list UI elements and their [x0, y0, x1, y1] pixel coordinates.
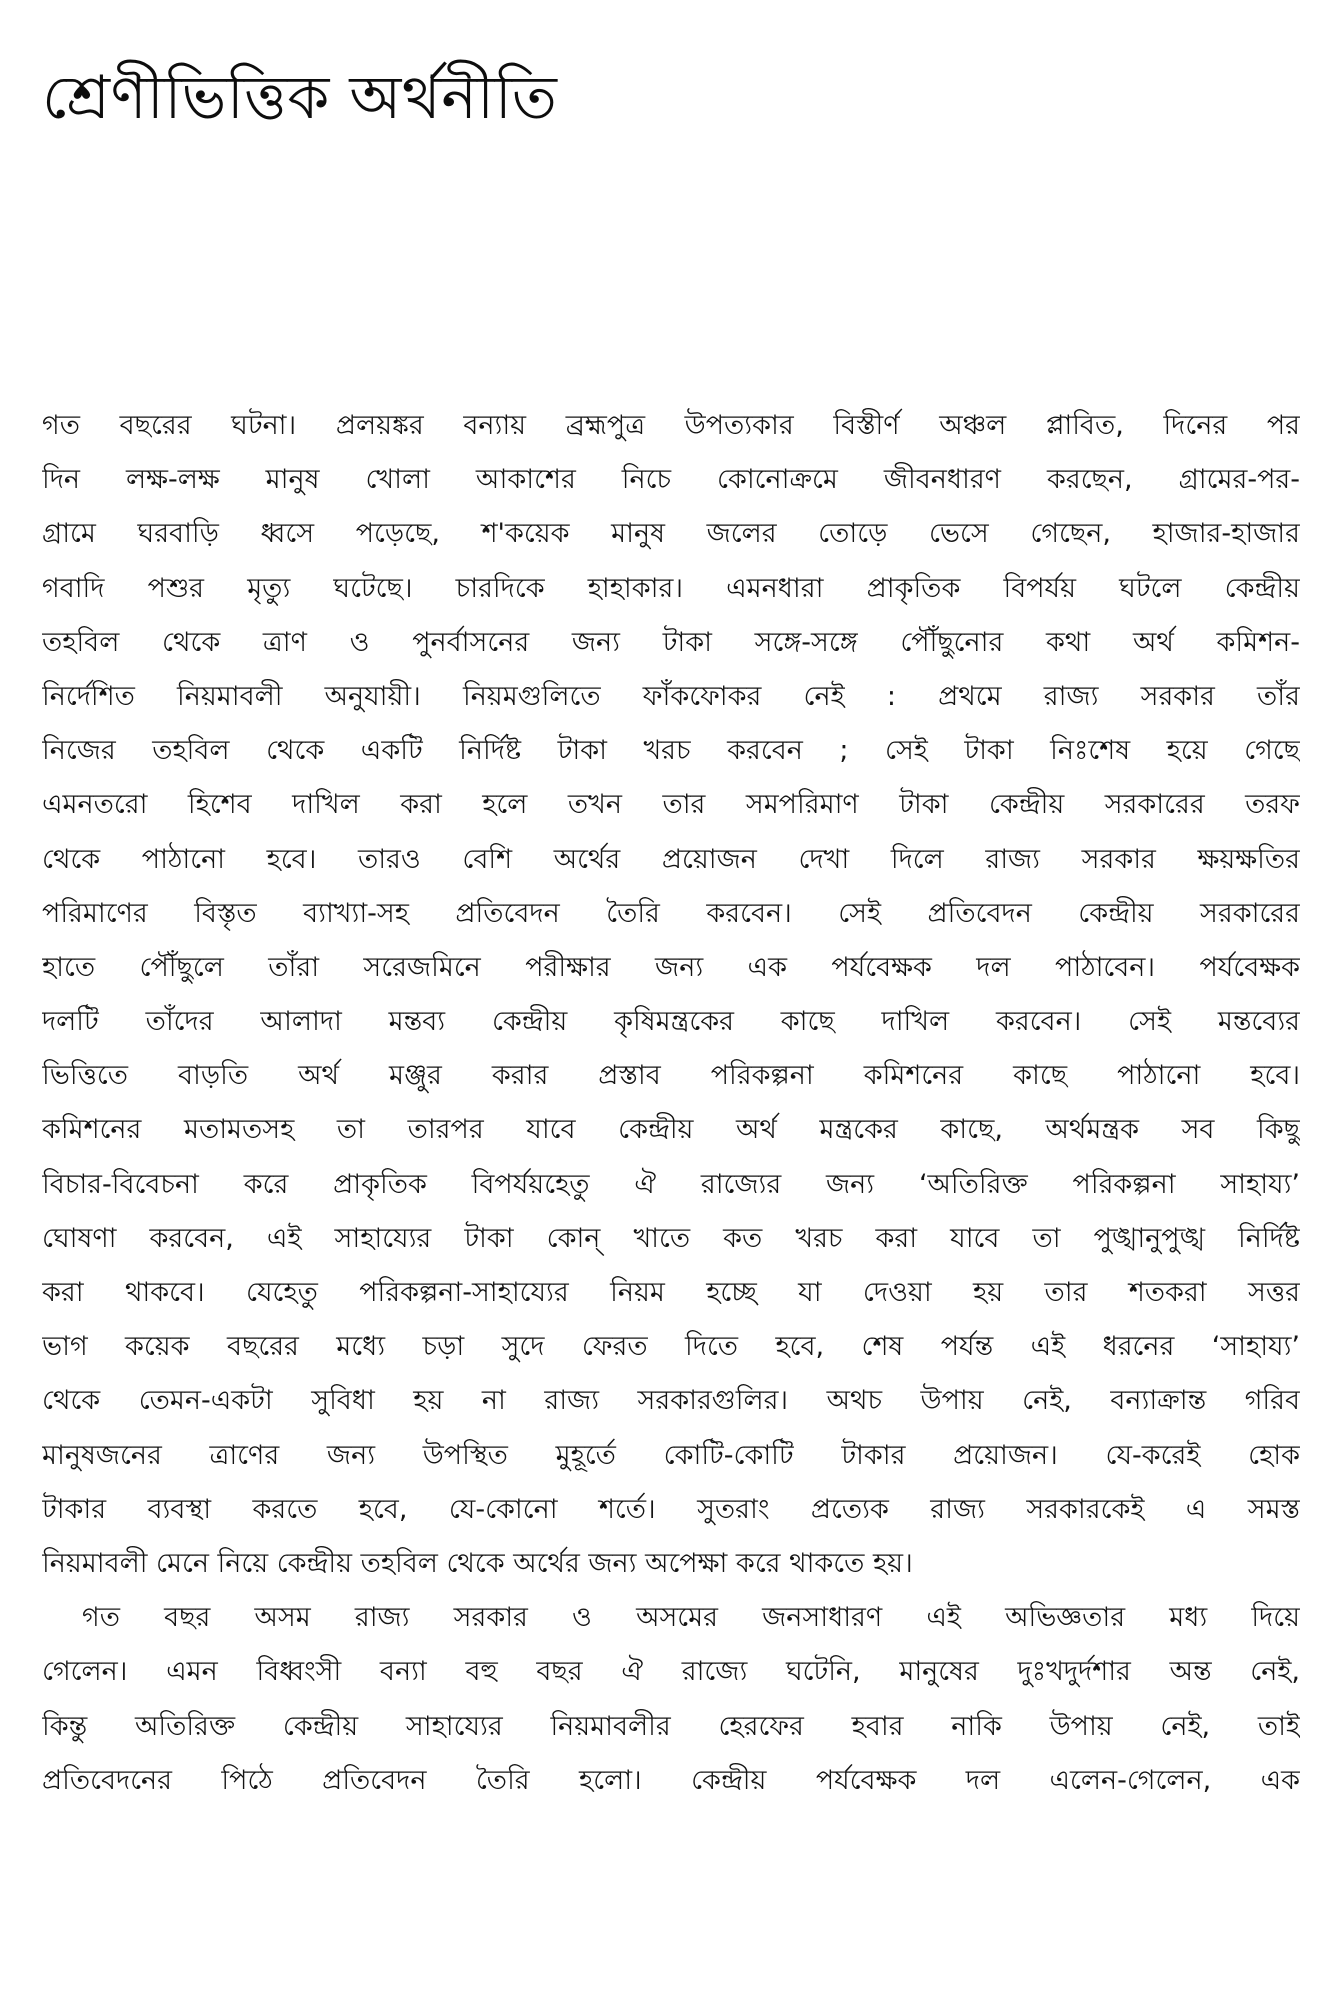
- text-line: হাতে পৌঁছুলে তাঁরা সরেজমিনে পরীক্ষার জন্য এক পর্যবেক্ষক দল পাঠাবেন। পর্যবেক্ষক: [42, 951, 1300, 983]
- text-line: থেকে পাঠানো হবে। তারও বেশি অর্থের প্রয়োজন দেখা দিলে রাজ্য সরকার ক্ষয়ক্ষতির: [42, 843, 1300, 875]
- text-line: দিন লক্ষ-লক্ষ মানুষ খোলা আকাশের নিচে কোনোক্রমে জীবনধারণ করছেন, গ্রামের-পর-: [42, 464, 1300, 496]
- text-line: পরিমাণের বিস্তৃত ব্যাখ্যা-সহ প্রতিবেদন তৈরি করবেন। সেই প্রতিবেদন কেন্দ্রীয় সরকারের: [42, 897, 1300, 929]
- text-line: বিচার-বিবেচনা করে প্রাকৃতিক বিপর্যয়হেতু ঐ রাজ্যের জন্য ‘অতিরিক্ত পরিকল্পনা সাহায্য’: [42, 1168, 1300, 1200]
- text-line: থেকে তেমন-একটা সুবিধা হয় না রাজ্য সরকারগুলির। অথচ উপায় নেই, বন্যাক্রান্ত গরিব: [42, 1385, 1300, 1417]
- text-line: কিন্তু অতিরিক্ত কেন্দ্রীয় সাহায্যের নিয়মাবলীর হেরফের হবার নাকি উপায় নেই, তাই: [42, 1710, 1300, 1742]
- text-line: ভিত্তিতে বাড়তি অর্থ মঞ্জুর করার প্রস্তাব পরিকল্পনা কমিশনের কাছে পাঠানো হবে।: [42, 1060, 1300, 1092]
- paragraph-start-line: গত বছর অসম রাজ্য সরকার ও অসমের জনসাধারণ এই অভিজ্ঞতার মধ্য দিয়ে: [82, 1602, 1300, 1634]
- text-line: গবাদি পশুর মৃত্যু ঘটেছে। চারদিকে হাহাকার। এমনধারা প্রাকৃতিক বিপর্যয় ঘটলে কেন্দ্রীয়: [42, 572, 1300, 604]
- text-line: দলটি তাঁদের আলাদা মন্তব্য কেন্দ্রীয় কৃষিমন্ত্রকের কাছে দাখিল করবেন। সেই মন্তব্যের: [42, 1006, 1300, 1038]
- text-line: গ্রামে ঘরবাড়ি ধ্বসে পড়েছে, শ'কয়েক মানুষ জলের তোড়ে ভেসে গেছেন, হাজার-হাজার: [42, 518, 1300, 550]
- text-line: তহবিল থেকে ত্রাণ ও পুনর্বাসনের জন্য টাকা সঙ্গে-সঙ্গে পৌঁছুনোর কথা অর্থ কমিশন-: [42, 626, 1300, 658]
- text-line: মানুষজনের ত্রাণের জন্য উপস্থিত মুহূর্তে কোটি-কোটি টাকার প্রয়োজন। যে-করেই হোক: [42, 1439, 1300, 1471]
- text-line: ভাগ কয়েক বছরের মধ্যে চড়া সুদে ফেরত দিতে হবে, শেষ পর্যন্ত এই ধরনের ‘সাহায্য’: [42, 1331, 1300, 1363]
- body-text: [42, 399, 1300, 1808]
- text-line: কমিশনের মতামতসহ তা তারপর যাবে কেন্দ্রীয় অর্থ মন্ত্রকের কাছে, অর্থমন্ত্রক সব কিছু: [42, 1114, 1300, 1146]
- text-line: প্রতিবেদনের পিঠে প্রতিবেদন তৈরি হলো। কেন্দ্রীয় পর্যবেক্ষক দল এলেন-গেলেন, এক: [42, 1764, 1300, 1796]
- text-line: নিজের তহবিল থেকে একটি নির্দিষ্ট টাকা খরচ করবেন ; সেই টাকা নিঃশেষ হয়ে গেছে: [42, 735, 1300, 767]
- text-line: টাকার ব্যবস্থা করতে হবে, যে-কোনো শর্তে। সুতরাং প্রত্যেক রাজ্য সরকারকেই এ সমস্ত: [42, 1493, 1300, 1525]
- text-line: গত বছরের ঘটনা। প্রলয়ঙ্কর বন্যায় ব্রহ্মপুত্র উপত্যকার বিস্তীর্ণ অঞ্চল প্লাবিত, দিনের পর: [42, 410, 1300, 441]
- text-line: করা থাকবে। যেহেতু পরিকল্পনা-সাহায্যের নিয়ম হচ্ছে যা দেওয়া হয় তার শতকরা সত্তর: [42, 1277, 1300, 1308]
- page-title: শ্রেণীভিত্তিক অর্থনীতি: [42, 63, 558, 133]
- text-line: গেলেন। এমন বিধ্বংসী বন্যা বহু বছর ঐ রাজ্যে ঘটেনি, মানুষের দুঃখদুর্দশার অন্ত নেই,: [42, 1656, 1300, 1688]
- paragraph-end-line: নিয়মাবলী মেনে নিয়ে কেন্দ্রীয় তহবিল থেকে অর্থের জন্য অপেক্ষা করে থাকতে হয়।: [42, 1547, 913, 1579]
- text-line: ঘোষণা করবেন, এই সাহায্যের টাকা কোন্ খাতে কত খরচ করা যাবে তা পুঙ্খানুপুঙ্খ নির্দিষ্ট: [42, 1222, 1300, 1254]
- text-line: নির্দেশিত নিয়মাবলী অনুযায়ী। নিয়মগুলিতে ফাঁকফোকর নেই : প্রথমে রাজ্য সরকার তাঁর: [42, 680, 1300, 712]
- text-line: এমনতরো হিশেব দাখিল করা হলে তখন তার সমপরিমাণ টাকা কেন্দ্রীয় সরকারের তরফ: [42, 789, 1300, 821]
